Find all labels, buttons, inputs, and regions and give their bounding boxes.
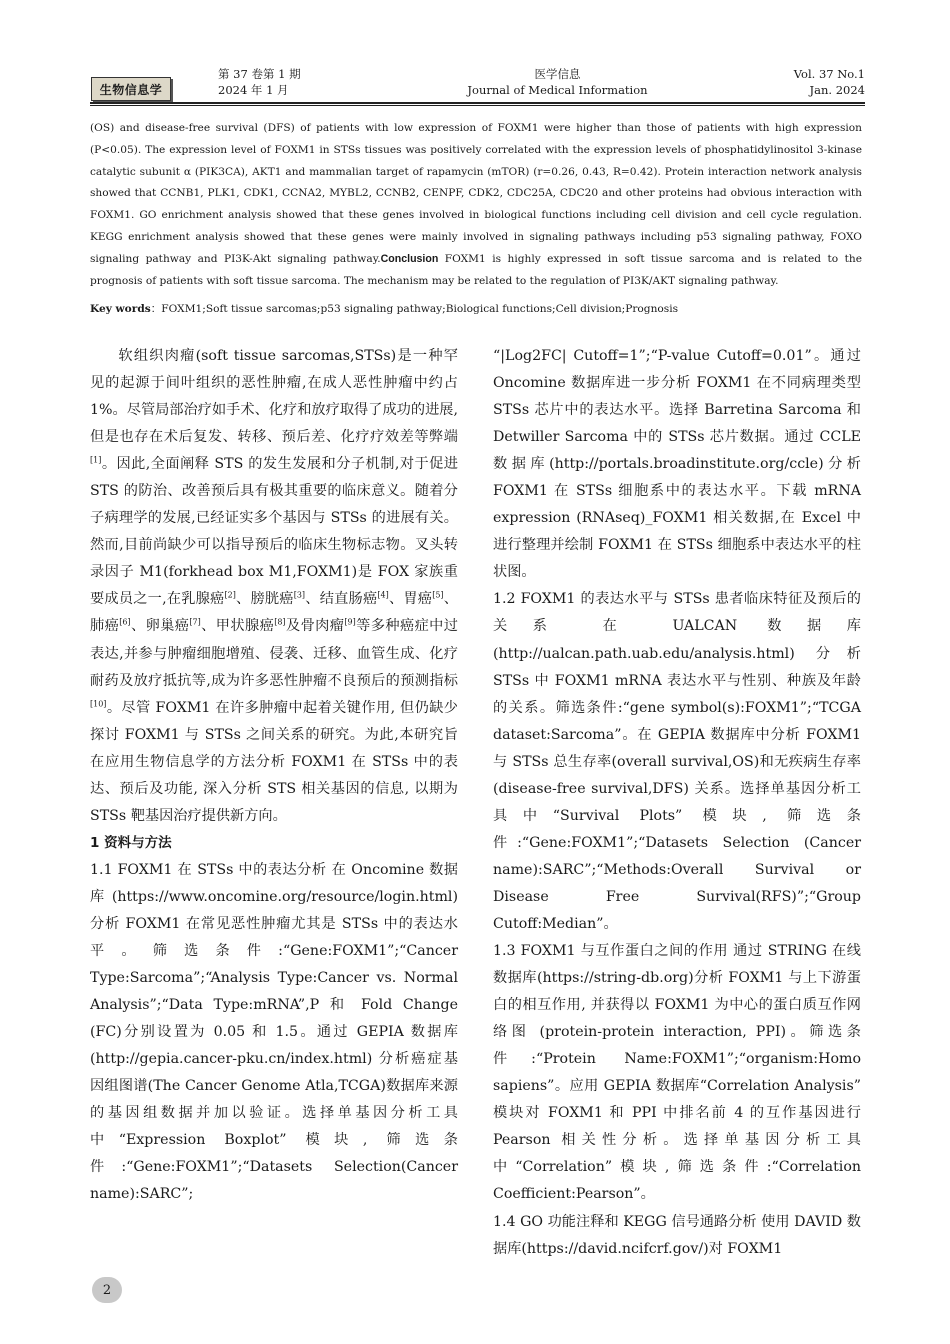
- volume-info-en: Vol. 37 No.1 Jan. 2024: [793, 67, 865, 97]
- subsection-1-2: 1.2 FOXM1 的表达水平与 STSs 患者临床特征及预后的关系 在 UALCAN 数据库(http://ualcan.path.uab.edu/analysis.html) 分析 STSs 中 FOXM1 mRNA 表达水平与性别、种族及年龄的关系。筛选条件:“gene symbol(s):FOXM1”;“TCGA dataset:Sarcoma”。在 GEPIA 数据库中分析 FOXM1 与 STSs 总生存率(overall survival,OS)和无疾病生存率(disease-free survival,DFS) 关系。选择单基因分析工具中“Survival Plots” 模块, 筛选条件:“Gene:FOXM1”;“Datasets Selection (Cancer name):SARC”;“Methods:Overall Survival or Disease Free Survival(RFS)”;“Group Cutoff:Median”。: [493, 591, 861, 932]
- subsection-title: 1.2 FOXM1 的表达水平与 STSs 患者临床特征及预后的关系: [493, 591, 861, 635]
- journal-name: 医学信息 Journal of Medical Information: [467, 67, 648, 97]
- subsection-title: 1.1 FOXM1 在 STSs 中的表达分析: [90, 861, 327, 878]
- section-heading: 1 资料与方法: [90, 834, 172, 851]
- subsection-title: 1.3 FOXM1 与互作蛋白之间的作用: [493, 943, 729, 960]
- conclusion-text: FOXM1 is highly expressed in soft tissue sarcoma and is related to the prognosis of patients with soft tissue sarcoma. The mechanism may be related to the regulation of PI3K/AKT signaling pathway.: [90, 252, 862, 287]
- citation: [5]: [432, 590, 444, 600]
- keywords-label: Key words: [90, 303, 151, 315]
- english-abstract: [90, 118, 862, 292]
- citation: [3]: [293, 590, 306, 600]
- header-rule-thin: [90, 105, 865, 106]
- citation: [9]: [344, 617, 356, 627]
- subsection-1-3: 1.3 FOXM1 与互作蛋白之间的作用 通过 STRING 在线数据库(https://string-db.org)分析 FOXM1 与上下游蛋白的相互作用, 并获得以 FOXM1 为中心的蛋白质互作网络图 (protein-protein interaction, PPI)。筛选条件:“Protein Name:FOXM1”;“organism:Homo sapiens”。应用 GEPIA 数据库“Correlation Analysis” 模块对 FOXM1 和 PPI 中排名前 4 的互作基因进行 Pearson 相关性分析。选择单基因分析工具中“Correlation”模块,筛选条件:“Correlation Coefficient:Pearson”。: [493, 943, 861, 1203]
- subsection-1-4: 1.4 GO 功能注释和 KEGG 信号通路分析 使用 DAVID 数据库(https://david.ncifcrf.gov/)对 FOXM1: [493, 1213, 861, 1257]
- abstract-text: (OS) and disease-free survival (DFS) of patients with low expression of FOXM1 were higher than those of patients with high expression (P<0.05). The expression level of FOXM1 in STSs tissues was positively correlated with the expression levels of phosphatidylinositol 3-kinase catalytic subunit α (PIK3CA), AKT1 and mammalian target of rapamycin (mTOR) (r=0.26, 0.43, R=0.42). Protein interaction network analysis showed that CCNB1, PLK1, CDK1, CCNA2, MYBL2, CCNB2, CENPF, CDK2, CDC25A, CDC20 and other proteins had obvious interaction with FOXM1. GO enrichment analysis showed that these genes involved in biological functions including cell division and cell cycle regulation. KEGG enrichment analysis showed that these genes were mainly involved in signaling pathways including p53 signaling pathway, FOXO signaling pathway and PI3K-Akt signaling pathway.: [90, 122, 862, 265]
- header-rule: [90, 102, 865, 104]
- subsection-title: 1.4 GO 功能注释和 KEGG 信号通路分析: [493, 1213, 757, 1230]
- keywords-text: ：FOXM1;Soft tissue sarcomas;p53 signaling pathway;Biological functions;Cell division;Prognosis: [150, 303, 679, 315]
- citation: [7]: [189, 617, 201, 627]
- citation: [2]: [224, 590, 236, 600]
- right-column: [493, 343, 861, 1263]
- citation: [1]: [90, 455, 102, 465]
- citation: [8]: [274, 617, 286, 627]
- citation: [6]: [119, 617, 131, 627]
- section-tag: 生物信息学: [91, 77, 171, 101]
- volume-info: 第 37 卷第 1 期 2024 年 1 月: [218, 67, 301, 97]
- keywords: [90, 298, 862, 320]
- conclusion-label: Conclusion: [380, 252, 439, 265]
- intro-paragraph: 软组织肉瘤(soft tissue sarcomas,STSs)是一种罕见的起源于间叶组织的恶性肿瘤,在成人恶性肿瘤中约占 1%。尽管局部治疗如手术、化疗和放疗取得了成功的进展,但是也存在术后复发、转移、预后差、化疗疗效差等弊端[1]。因此,全面阐释 STS 的发生发展和分子机制,对于促进 STS 的防治、改善预后具有极其重要的临床意义。随着分子病理学的发展,已经证实多个基因与 STSs 的进展有关。然而,目前尚缺少可以指导预后的临床生物标志物。叉头转录因子 M1(forkhead box M1,FOXM1)是 FOX 家族重要成员之一,在乳腺癌[2]、膀胱癌[3]、结直肠癌[4]、胃癌[5]、肺癌[6]、卵巢癌[7]、甲状腺癌[8]及骨肉瘤[9]等多种癌症中过表达,并参与肿瘤细胞增殖、侵袭、迁移、血管生成、化疗耐药及放疗抵抗等,成为许多恶性肿瘤不良预后的预测指标[10]。尽管 FOXM1 在许多肿瘤中起着关键作用, 但仍缺少探讨 FOXM1 与 STSs 之间关系的研究。为此,本研究旨在应用生物信息学的方法分析 FOXM1 在 STSs 中的表达、预后及功能, 深入分析 STS 相关基因的信息, 以期为 STSs 靶基因治疗提供新方向。: [90, 348, 458, 824]
- continued-paragraph: “|Log2FC| Cutoff=1”;“P-value Cutoff=0.01”。通过 Oncomine 数据库进一步分析 FOXM1 在不同病理类型 STSs 芯片中的表达水平。选择 Barretina Sarcoma 和 Detwiller Sarcoma 中的 STSs 芯片数据。通过 CCLE 数据库(http://portals.broadinstitute.org/ccle)分析 FOXM1 在 STSs 细胞系中的表达水平。下载 mRNA expression (RNAseq)_FOXM1 相关数据,在 Excel 中进行整理并绘制 FOXM1 在 STSs 细胞系中表达水平的柱状图。: [493, 348, 861, 581]
- left-column: [90, 343, 458, 1209]
- subsection-1-1: 1.1 FOXM1 在 STSs 中的表达分析 在 Oncomine 数据库(https://www.oncomine.org/resource/login.html)分析 FOXM1 在常见恶性肿瘤尤其是 STSs 中的表达水平。筛选条件:“Gene:FOXM1”;“Cancer Type:Sarcoma”;“Analysis Type:Cancer vs. Normal Analysis”;“Data Type:mRNA”,P 和 Fold Change (FC)分别设置为 0.05 和 1.5。通过 GEPIA 数据库(http://gepia.cancer-pku.cn/index.html) 分析癌症基因组图谱(The Cancer Genome Atla,TCGA)数据库来源的基因组数据并加以验证。选择单基因分析工具中“Expression Boxplot” 模块, 筛选条件:“Gene:FOXM1”;“Datasets Selection(Cancer name):SARC”;: [90, 861, 458, 1203]
- page-number: 2: [92, 1277, 122, 1303]
- citation: [4]: [377, 590, 389, 600]
- citation: [10]: [90, 698, 107, 708]
- running-header: [90, 62, 865, 104]
